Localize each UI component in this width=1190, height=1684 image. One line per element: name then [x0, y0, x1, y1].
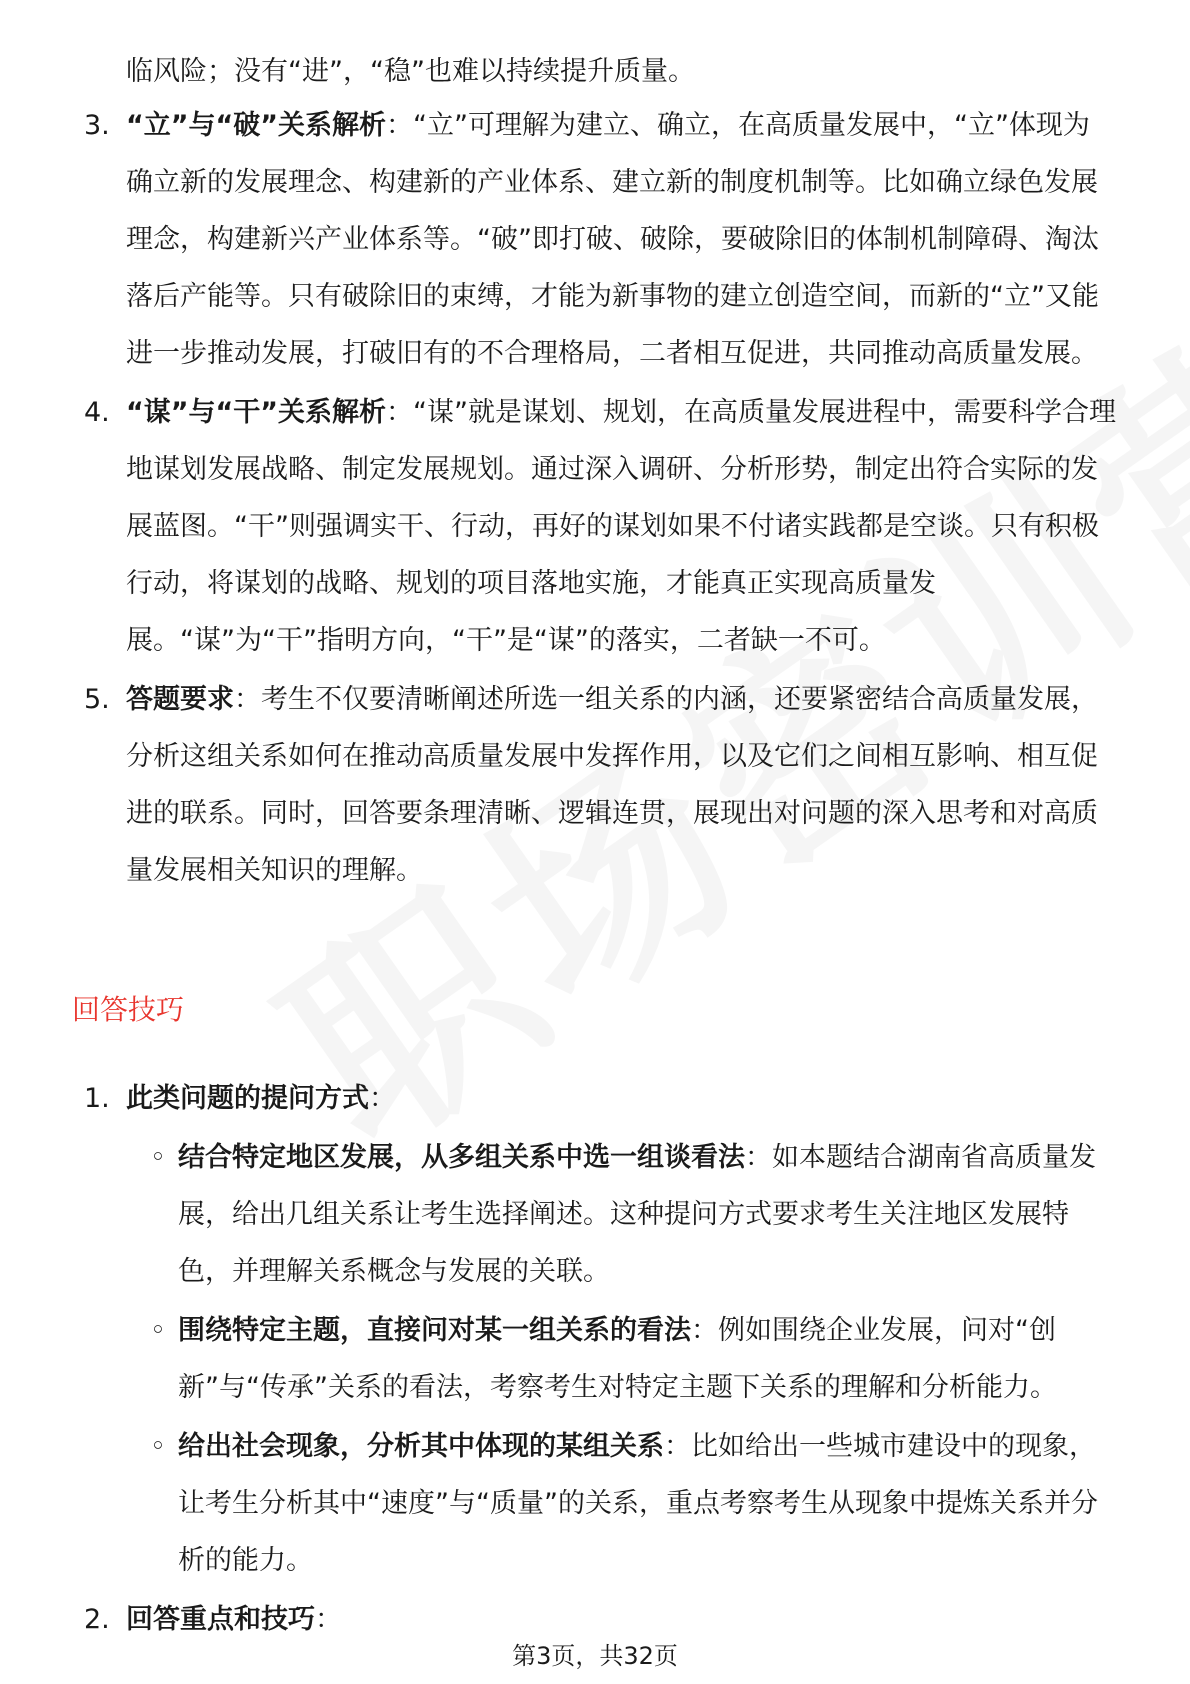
tip-item: [0, 1070, 1116, 1127]
tip-number: 1.: [84, 1083, 110, 1114]
page-footer: 第3页，共32页: [512, 1642, 678, 1670]
item-text: 考生不仅要清晰阐述所选一组关系的内涵，还要紧密结合高质量发展，分析这组关系如何在推动高质量发展中发挥作用，以及它们之间相互影响、相互促进的联系。同时，回答要条理清晰、逻辑连贯，展现出对问题的深入思考和对高质量发展相关知识的理解。: [126, 684, 1098, 886]
sub-item: [0, 1129, 1118, 1300]
item-text: “立”可理解为建立、确立，在高质量发展中，“立”体现为确立新的发展理念、构建新的产业体系、建立新的制度机制等。比如确立绿色发展理念，构建新兴产业体系等。“破”即打破、破除，要破除旧的体制机制障碍、淘汰落后产能等。只有破除旧的束缚，才能为新事物的建立创造空间，而新的“立”又能进一步推动发展，打破旧有的不合理格局，二者相互促进，共同推动高质量发展。: [126, 110, 1099, 369]
tip-sep: ：: [369, 1083, 396, 1114]
list-item: [0, 671, 1116, 899]
item-sep: ：: [385, 397, 413, 428]
sub-title: 给出社会现象，分析其中体现的某组关系: [178, 1431, 664, 1462]
sub-item: [0, 1418, 1118, 1589]
sub-sep: ：: [745, 1142, 772, 1173]
continued-paragraph: 临风险；没有“进”，“稳”也难以持续提升质量。: [126, 56, 695, 87]
item-text: “谋”就是谋划、规划，在高质量发展进程中，需要科学合理地谋划发展战略、制定发展规划。通过深入调研、分析形势，制定出符合实际的发展蓝图。“干”则强调实干、行动，再好的谋划如果不付诸实践都是空谈。只有积极行动，将谋划的战略、规划的项目落地实施，才能真正实现高质量发展。“谋”为“干”指明方向，“干”是“谋”的落实，二者缺一不可。: [126, 397, 1116, 656]
list-item: [0, 97, 1116, 382]
sub-sep: ：: [691, 1315, 718, 1346]
analysis-list: [0, 97, 1190, 901]
item-title: “谋”与“干”关系解析: [126, 397, 386, 428]
list-item: [0, 384, 1116, 669]
tip-number: 2.: [84, 1604, 110, 1635]
bullet-icon: ◦: [150, 1431, 166, 1462]
item-title: 答题要求: [126, 684, 234, 715]
sub-title: 结合特定地区发展，从多组关系中选一组谈看法: [178, 1142, 745, 1173]
sub-text: 比如给出一些城市建设中的现象，让考生分析其中“速度”与“质量”的关系，重点考察考生从现象中提炼关系并分析的能力。: [178, 1431, 1098, 1576]
sub-text: 如本题结合湖南省高质量发展，给出几组关系让考生选择阐述。这种提问方式要求考生关注地区发展特色，并理解关系概念与发展的关联。: [178, 1142, 1096, 1287]
bullet-icon: ◦: [150, 1142, 166, 1173]
item-sep: ：: [234, 684, 261, 715]
bullet-icon: ◦: [150, 1315, 166, 1346]
item-number: 5.: [84, 684, 110, 715]
tip-title: 此类问题的提问方式: [126, 1083, 369, 1114]
sub-text: 例如围绕企业发展，问对“创新”与“传承”关系的看法，考察考生对特定主题下关系的理解和分析能力。: [178, 1315, 1057, 1403]
sub-title: 围绕特定主题，直接问对某一组关系的看法: [178, 1315, 691, 1346]
item-number: 3.: [84, 110, 110, 141]
tip-title: 回答重点和技巧: [126, 1604, 315, 1635]
tips-list: [0, 1070, 1190, 1648]
item-number: 4.: [84, 397, 110, 428]
tip-sep: ：: [315, 1604, 342, 1635]
sub-sep: ：: [664, 1431, 691, 1462]
item-title: “立”与“破”关系解析: [126, 110, 386, 141]
item-sep: ：: [385, 110, 413, 141]
section-heading: 回答技巧: [72, 993, 185, 1026]
sub-item: [0, 1302, 1118, 1416]
